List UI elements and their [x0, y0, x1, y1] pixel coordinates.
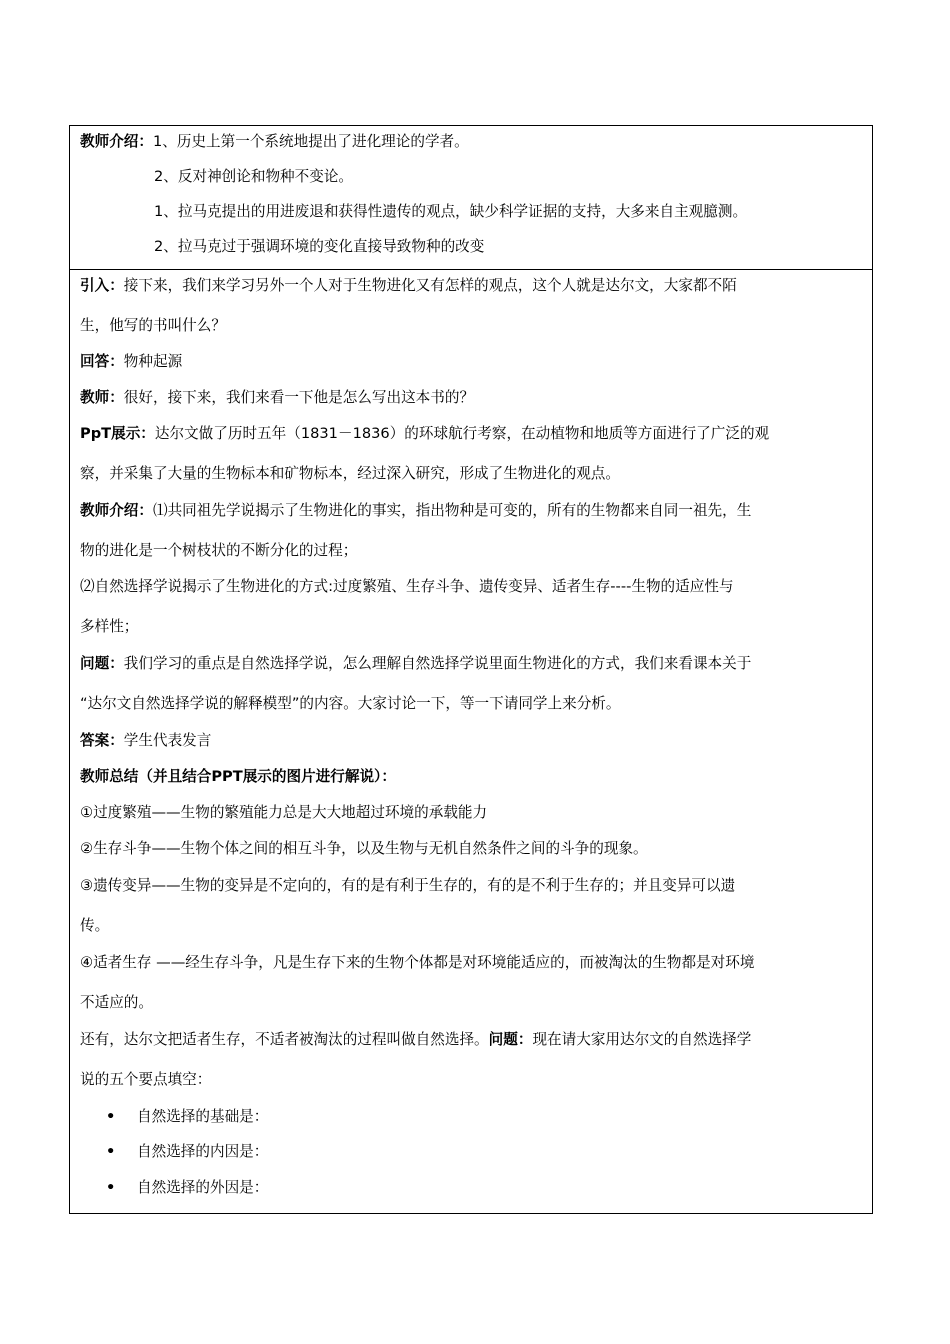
point-survival-continuation: 不适应的。	[80, 994, 153, 1011]
closing-text: 还有，达尔文把适者生存，不适者被淘汰的过程叫做自然选择。	[80, 1031, 489, 1048]
intro-text: 接下来，我们来学习另外一个人对于生物进化又有怎样的观点，这个人就是达尔文，大家都不陌	[123, 277, 737, 294]
question-label: 问题：	[80, 655, 124, 672]
natural-selection-continuation: 多样性；	[80, 618, 139, 635]
question-text: 我们学习的重点是自然选择学说，怎么理解自然选择学说里面生物进化的方式，我们来看课本关于	[123, 655, 752, 672]
teacher-label: 教师：	[80, 389, 124, 406]
answer2-label: 答案：	[80, 732, 124, 749]
bullet-icon: •	[106, 1179, 116, 1196]
list-item	[106, 1142, 866, 1162]
bullet-icon: •	[106, 1108, 116, 1125]
point-variation: ③遗传变异——生物的变异是不定向的，有的是有利于生存的，有的是不利于生存的；并且变异可以遗	[80, 877, 736, 894]
point-variation-continuation: 传。	[80, 917, 110, 934]
answer2-line	[80, 731, 866, 751]
ppt-text: 达尔文做了历时五年（1831－1836）的环球航行考察，在动植物和地质等方面进行了广泛的观	[154, 425, 770, 442]
point-overproduction: ①过度繁殖——生物的繁殖能力总是大大地超过环境的承载能力	[80, 804, 488, 821]
point-struggle: ②生存斗争——生物个体之间的相互斗争，以及生物与无机自然条件之间的斗争的现象。	[80, 840, 648, 857]
closing-continuation: 说的五个要点填空：	[80, 1071, 212, 1088]
question-continuation: “达尔文自然选择学说的解释模型”的内容。大家讨论一下，等一下请同学上来分析。	[80, 695, 621, 712]
closing-line	[80, 1030, 866, 1050]
answer-line	[80, 352, 866, 372]
lamarck-point-1: 1、拉马克提出的用进废退和获得性遗传的观点，缺少科学证据的支持，大多来自主观臆测。	[154, 203, 748, 220]
intro-line	[80, 276, 866, 296]
intro-label: 引入：	[80, 277, 124, 294]
ppt-continuation: 察，并采集了大量的生物标本和矿物标本，经过深入研究，形成了生物进化的观点。	[80, 465, 620, 482]
answer-label: 回答：	[80, 353, 124, 370]
answer-text: 物种起源	[123, 353, 183, 370]
teacher-intro2-text: ⑴共同祖先学说揭示了生物进化的事实，指出物种是可变的，所有的生物都来自同一祖先，生	[152, 502, 752, 519]
table-cell-darwin	[69, 269, 873, 1214]
ppt-label: PpT展示：	[80, 425, 155, 442]
teacher-intro-line	[80, 132, 866, 152]
lamarck-point-2: 2、拉马克过于强调环境的变化直接导致物种的改变	[154, 238, 485, 255]
list-item-text: 自然选择的外因是：	[137, 1179, 269, 1196]
summary-heading	[80, 767, 866, 787]
ppt-line	[80, 424, 866, 444]
teacher-intro2-label: 教师介绍：	[80, 502, 153, 519]
teacher-line	[80, 388, 866, 408]
intro-continuation: 生，他写的书叫什么？	[80, 317, 226, 334]
list-item-text: 自然选择的基础是：	[137, 1108, 269, 1125]
teacher-intro-text: 1、历史上第一个系统地提出了进化理论的学者。	[152, 133, 469, 150]
point-survival: ④适者生存 ——经生存斗争，凡是生存下来的生物个体都是对环境能适应的，而被淘汰的生物都是对环境	[80, 954, 755, 971]
teacher-intro2-line	[80, 501, 866, 521]
bullet-icon: •	[106, 1143, 116, 1160]
closing-question-label: 问题：	[488, 1031, 533, 1048]
closing-question-text: 现在请大家用达尔文的自然选择学	[532, 1031, 752, 1048]
list-item-text: 自然选择的内因是：	[137, 1143, 269, 1160]
summary-label: 教师总结（并且结合PPT展示的图片进行解说）：	[80, 768, 396, 785]
table-cell-lamarck	[69, 125, 873, 270]
list-item	[106, 1107, 866, 1127]
list-item	[106, 1178, 866, 1198]
oppose-creationism-line: 2、反对神创论和物种不变论。	[154, 168, 354, 185]
answer2-text: 学生代表发言	[123, 732, 212, 749]
teacher-intro-label: 教师介绍：	[80, 133, 153, 150]
question-line	[80, 654, 866, 674]
teacher-intro2-continuation: 物的进化是一个树枝状的不断分化的过程；	[80, 542, 358, 559]
natural-selection-line: ⑵自然选择学说揭示了生物进化的方式:过度繁殖、生存斗争、遗传变异、适者生存----生物的适应性与	[80, 578, 734, 595]
teacher-text: 很好，接下来，我们来看一下他是怎么写出这本书的？	[123, 389, 475, 406]
